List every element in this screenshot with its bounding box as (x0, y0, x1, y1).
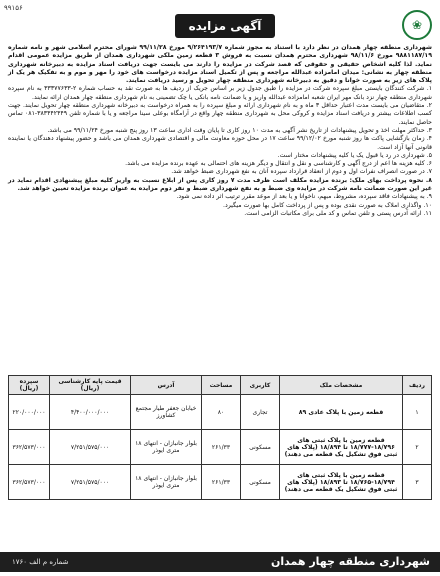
properties-table (8, 375, 432, 500)
notice-title: آگهی مزایده (175, 14, 275, 38)
clause-10: ۱۰. واگذاری املاک به صورت نقدی بوده و پس از پرداخت کامل بها صورت میگیرد. (222, 201, 432, 209)
clause-9: ۹. به پیشنهادات فاقد سپرده، مشروط، مبهم، ناخوانا و یا بعد از موعد مقرر ترتیب اثر داده نمی شود. (176, 193, 432, 201)
col-area: مساحت (202, 376, 241, 395)
notice-body (8, 44, 432, 218)
property-address: بلوار جانبازان - انتهای ۱۸ متری ایوذر (131, 465, 202, 500)
property-deposit: ۳۶۲/۵۷۳/۰۰۰ (9, 465, 50, 500)
col-address: آدرس (131, 376, 202, 395)
clause-5: ۵. شهرداری در رد یا قبول یک یا کلیه پیشنهادات مختار است. (277, 151, 432, 159)
property-address: خیابان جعفر طیار مجتمع کشاورز (131, 395, 202, 430)
row-number: ۲ (403, 430, 432, 465)
property-area: ۲۶۱/۳۳ (202, 430, 241, 465)
property-spec: قطعه زمین با پلاک ثبتی های ۱۸/۷۹۴-۱۸/۷۶۵ تا ۱۸/۸۹۳ (پلاک های ثبتی فوق تشکیل یک قطعه می دهند) (280, 465, 403, 500)
col-deposit: سپرده (ریال) (9, 376, 50, 395)
row-number: ۱ (403, 395, 432, 430)
clause-8: ۸. نحوه پرداخت بهای ملک: برنده مزایده مکلف است ظرف مدت ۷ روز کاری پس از ابلاغ نسبت به واریز کلیه مبلغ پیشنهادی اقدام نماید در غیر این صورت ضمانت نامه شرکت در مزایده وی ضبط و به نفع شهرداری ضبط و نفر دوم مزایده به عنوان برنده مزایده تعیین خواهد شد. (8, 176, 432, 193)
property-deposit: ۲۲۰/۰۰۰/۰۰۰ (9, 395, 50, 430)
col-base-price: قیمت پایه کارشناسی (ریال) (50, 376, 131, 395)
property-spec: قطعه زمین با پلاک عادی ۸۹ (280, 395, 403, 430)
table-row (9, 395, 432, 430)
property-deposit: ۳۶۲/۵۷۳/۰۰۰ (9, 430, 50, 465)
clause-1: ۱. شرکت کنندگان بایستی مبلغ سپرده شرکت در مزایده را طبق جدول زیر بر اساس جریک از ردیف ها به صورت نقد به حساب شماره ۲-۳۳۳۷۷۶۳۳ به نام سپرده شهرداری منطقه چهار نزد بانک مهر ایران شعبه امامزاده عبدالله واریز و یا ضمانت نامه بانکی یا چک تضمینی به نام شهرداری منطقه چهار همدان ارائه نمایند. (8, 85, 433, 101)
clause-11: ۱۱. ارائه آدرس پستی و تلفن تماس و کد ملی برای مکاتبات الزامی است. (244, 209, 432, 217)
clause-4: ۴. زمان بازگشایی پاکت ها روز شنبه مورخ ۹۹/۱۲/۰۲ ساعت ۱۷ در محل حوزه معاونت مالی و اقتصادی شهرداری همدان می باشد و حضور پیشنهاد دهندگان یا نماینده قانونی آنها آزاد است. (8, 135, 432, 151)
property-base-price: ۷/۲۵۱/۵۷۵/۰۰۰ (50, 465, 131, 500)
property-base-price: ۴/۴۰۰/۰۰۰/۰۰۰ (50, 395, 131, 430)
notice-header (0, 8, 440, 42)
col-row: ردیف (403, 376, 432, 395)
property-address: بلوار جانبازان - انتهای ۱۸ متری ایوذر (131, 430, 202, 465)
col-spec: مشخصات ملک (280, 376, 403, 395)
clause-2: ۲. متقاضیان می بایست مدت اعتبار حداقل ۳ ماه و به نام شهرداری ارائه و مبلغ سپرده را به همراه درخواست به دبیرخانه شهرداری منطقه چهار تحویل نمایند. جهت کسب اطلاعات بیشتر و دریافت اسناد مزایده و کروکی محل به شهرداری منطقه چهار واقع در آرامگاه بوعلی سینا مراجعه و یا با شماره تلفن ۳۸۳۴۴۲۴۴۹-۰۸۱ تماس حاصل نمایند. (8, 102, 432, 126)
clause-3: ۳. حداکثر مهلت اخذ و تحویل پیشنهادات از تاریخ نشر آگهی به مدت ۱۰ روز کاری تا پایان وقت اداری ساعت ۱۳ روز پنج شنبه مورخ ۹۹/۱۱/۲۴ می باشد. (47, 126, 432, 134)
property-usage: مسکونی (241, 430, 280, 465)
clause-6: ۶. کلیه هزینه ها اعم از درج آگهی و کارشناسی و نقل و انتقال و دیگر هزینه های احتمالی به عهده برنده مزایده می باشد. (125, 160, 432, 168)
intro-paragraph: شهرداری منطقه چهار همدان در نظر دارد با استناد به مجوز شماره ۹/۲۶۴۱۹۳/۷ مورخ ۹۹/۱۱/۲۸ شورای محترم اسلامی شهر و نامه شماره ۹۸۸۱۱۸۷/۱۹ مورخ ۹۸/۱۱/۶ شهرداری محترم همدان نسبت به فروش ۳ قطعه زمین ملکی شهرداری همدان از طریق مزایده عمومی اقدام نماید. لذا کلیه اشخاص حقیقی و حقوقی که قصد شرکت در مزایده را دارند می بایست جهت دریافت اسناد مزایده به دبیرخانه شهرداری منطقه چهار به نشانی: میدان امامزاده عبدالله مراجعه و پس از تکمیل اسناد مزایده درخواست های خود را مهر و موم و به تفکیک هر یک از پلاک های زیر به صورت خوانا و دقیق به دبیرخانه شهرداری منطقه چهار تحویل و رسید دریافت نمایند. (8, 44, 432, 85)
footer-org: شهرداری منطقه چهار همدان (270, 555, 430, 568)
municipality-logo-icon: ❀ (402, 10, 432, 40)
table-row (9, 430, 432, 465)
property-base-price: ۷/۲۵۱/۵۷۵/۰۰۰ (50, 430, 131, 465)
col-usage: کاربری (241, 376, 280, 395)
property-area: ۸۰ (202, 395, 241, 430)
row-number: ۳ (403, 465, 432, 500)
ad-code: ۹۹۱۵۶ (4, 4, 23, 12)
notice-footer (0, 552, 440, 572)
property-area: ۲۶۱/۳۳ (202, 465, 241, 500)
footer-ref: شماره م الف ۱۷۶۰ (12, 558, 69, 566)
property-spec: قطعه زمین با پلاک ثبتی های ۱۸/۷۹۶-۱۸/۷۷۷ تا ۱۸/۸۹۴ (پلاک های ثبتی فوق تشکیل یک قطعه می دهند) (280, 430, 403, 465)
property-usage: مسکونی (241, 465, 280, 500)
property-usage: تجاری (241, 395, 280, 430)
clause-7: ۷. در صورت انصراف نفرات اول و دوم از انعقاد قرارداد سپرده آنان به نفع شهرداری ضبط خواهد شد. (171, 168, 432, 176)
table-header-row (9, 376, 432, 395)
table-row (9, 465, 432, 500)
